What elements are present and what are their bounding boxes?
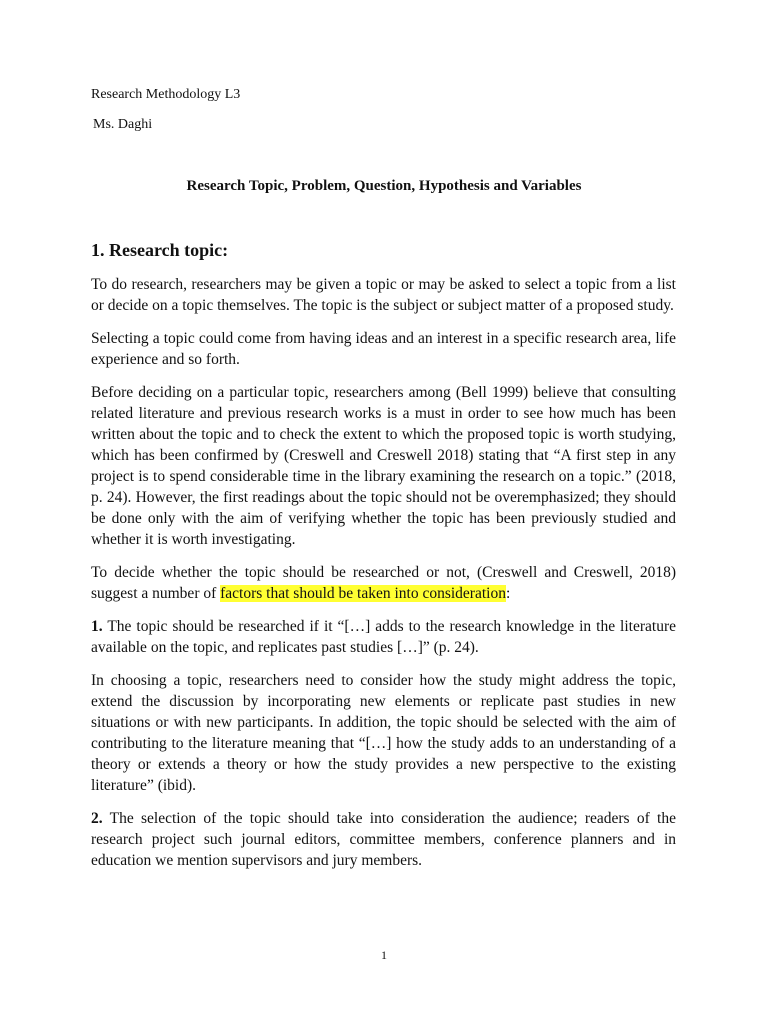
teacher-name: Ms. Daghi [93,117,153,132]
section-body [91,274,676,883]
section-heading-research-topic: 1. Research topic: [91,240,229,260]
list-item-1 [91,616,676,658]
list-item-1-text: The topic should be researched if it “[…] adds to the research knowledge in the literature available on the topic, and replicates past studies […]” (p. 24). [91,618,676,656]
list-item-2-number: 2. [91,810,103,827]
course-name: Research Methodology L3 [91,87,241,102]
list-item-2 [91,808,676,871]
list-item-1-number: 1. [91,618,103,635]
paragraph-4-lead: To decide whether the topic should be researched or not, (Creswell and Creswell, 2018) suggest a number of [91,564,676,602]
paragraph-4 [91,562,676,604]
document-title: Research Topic, Problem, Question, Hypothesis and Variables [186,178,582,194]
paragraph-5: In choosing a topic, researchers need to consider how the study might address the topic, extend the discussion by incorporating new elements or replicate past studies in new situations or with new participants. In addition, the topic should be selected with the aim of contributing to the literature meaning that “[…] how the study adds to an understanding of a theory or extends a theory or how the study provides a new perspective to the existing literature” (ibid). [91,672,676,794]
paragraph-3: Before deciding on a particular topic, researchers among (Bell 1999) believe that consulting related literature and previous research works is a must in order to see how much has been written about the topic and to check the extent to which the proposed topic is worth studying, which has been confirmed by (Creswell and Creswell 2018) stating that “A first step in any project is to spend considerable time in the library examining the research on a topic.” (2018, p. 24). However, the first readings about the topic should not be overemphasized; they should be done only with the aim of verifying whether the topic has been previously studied and whether it is worth investigating. [91,384,676,548]
highlighted-text: factors that should be taken into consideration [220,585,506,602]
paragraph-1: To do research, researchers may be given a topic or may be asked to select a topic from a list or decide on a topic themselves. The topic is the subject or subject matter of a proposed study. [91,276,676,314]
paragraph-2: Selecting a topic could come from having ideas and an interest in a specific research area, life experience and so forth. [91,330,676,368]
list-item-2-text: The selection of the topic should take into consideration the audience; readers of the research project such journal editors, committee members, conference planners and in education we mention supervisors and jury members. [91,810,676,869]
page-number: 1 [381,948,387,962]
paragraph-4-end: : [505,585,511,602]
